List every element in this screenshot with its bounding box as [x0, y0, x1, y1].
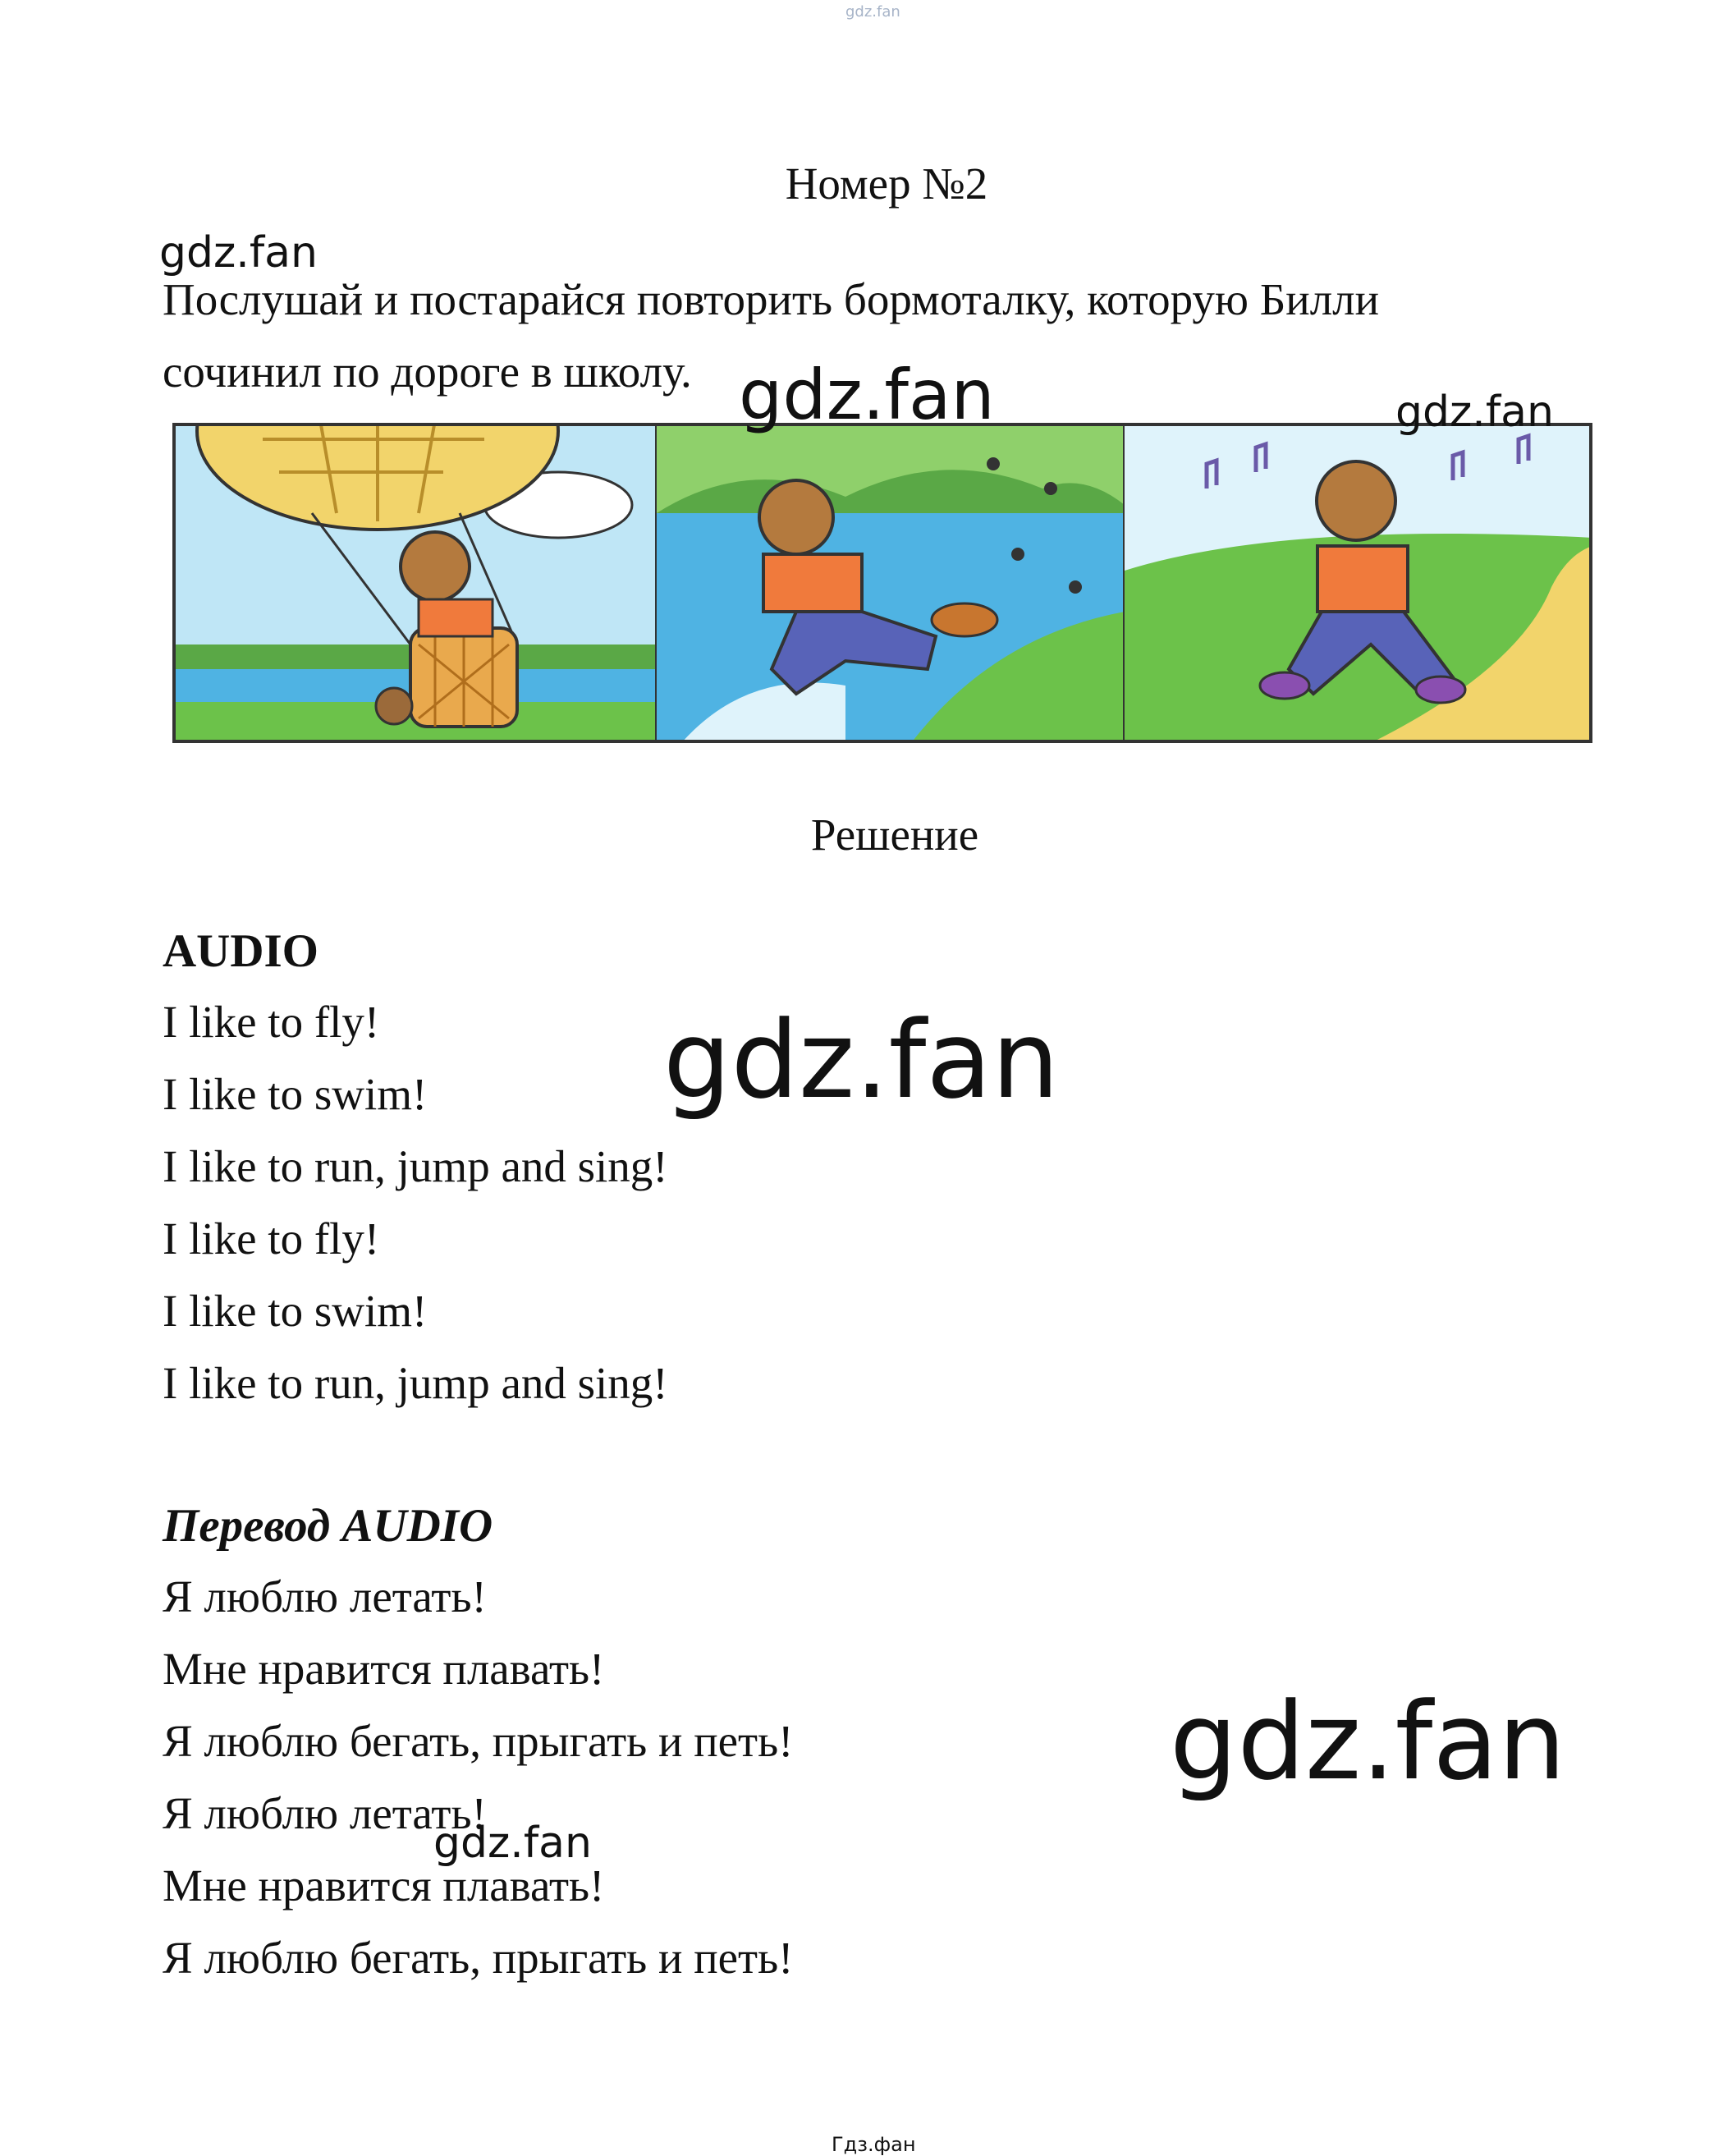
solution-heading: Решение: [810, 810, 979, 860]
audio-line: I like to fly!: [163, 1213, 380, 1264]
audio-line: I like to swim!: [163, 1069, 428, 1119]
watermark-big: gdz.fan: [1170, 1679, 1566, 1804]
translation-line: Я люблю летать!: [163, 1571, 487, 1622]
watermark-small: gdz.fan: [1395, 388, 1554, 437]
watermark-big: gdz.fan: [663, 998, 1060, 1122]
watermark-small: gdz.fan: [433, 1819, 592, 1868]
audio-line: I like to run, jump and sing!: [163, 1358, 668, 1408]
panel-balloon: [172, 423, 657, 743]
translation-line: Мне нравится плавать!: [163, 1860, 605, 1911]
translation-heading: Перевод AUDIO: [163, 1500, 493, 1552]
audio-heading: AUDIO: [163, 925, 319, 977]
task-text-line: сочинил по дороге в школу.: [163, 346, 692, 397]
translation-line: Мне нравится плавать!: [163, 1644, 605, 1694]
task-text-line: Послушай и постарайся повторить бормоталку, которую Билли: [163, 274, 1380, 324]
footer-text: Гдз.фан: [832, 2133, 916, 2156]
translation-line: Я люблю бегать, прыгать и петь!: [163, 1933, 794, 1983]
panel-path: [1125, 423, 1592, 743]
translation-line: Я люблю бегать, прыгать и петь!: [163, 1716, 794, 1766]
watermark-mid: gdz.fan: [739, 355, 995, 435]
watermark-top: gdz.fan: [845, 3, 900, 21]
translation-line: Я люблю летать!: [163, 1788, 487, 1838]
comic-illustration: [172, 423, 1592, 743]
audio-line: I like to fly!: [163, 997, 380, 1047]
page-title: Номер №2: [785, 158, 988, 209]
audio-line: I like to swim!: [163, 1286, 428, 1336]
panel-water: [657, 423, 1125, 743]
audio-line: I like to run, jump and sing!: [163, 1141, 668, 1191]
watermark-small: gdz.fan: [159, 228, 318, 278]
